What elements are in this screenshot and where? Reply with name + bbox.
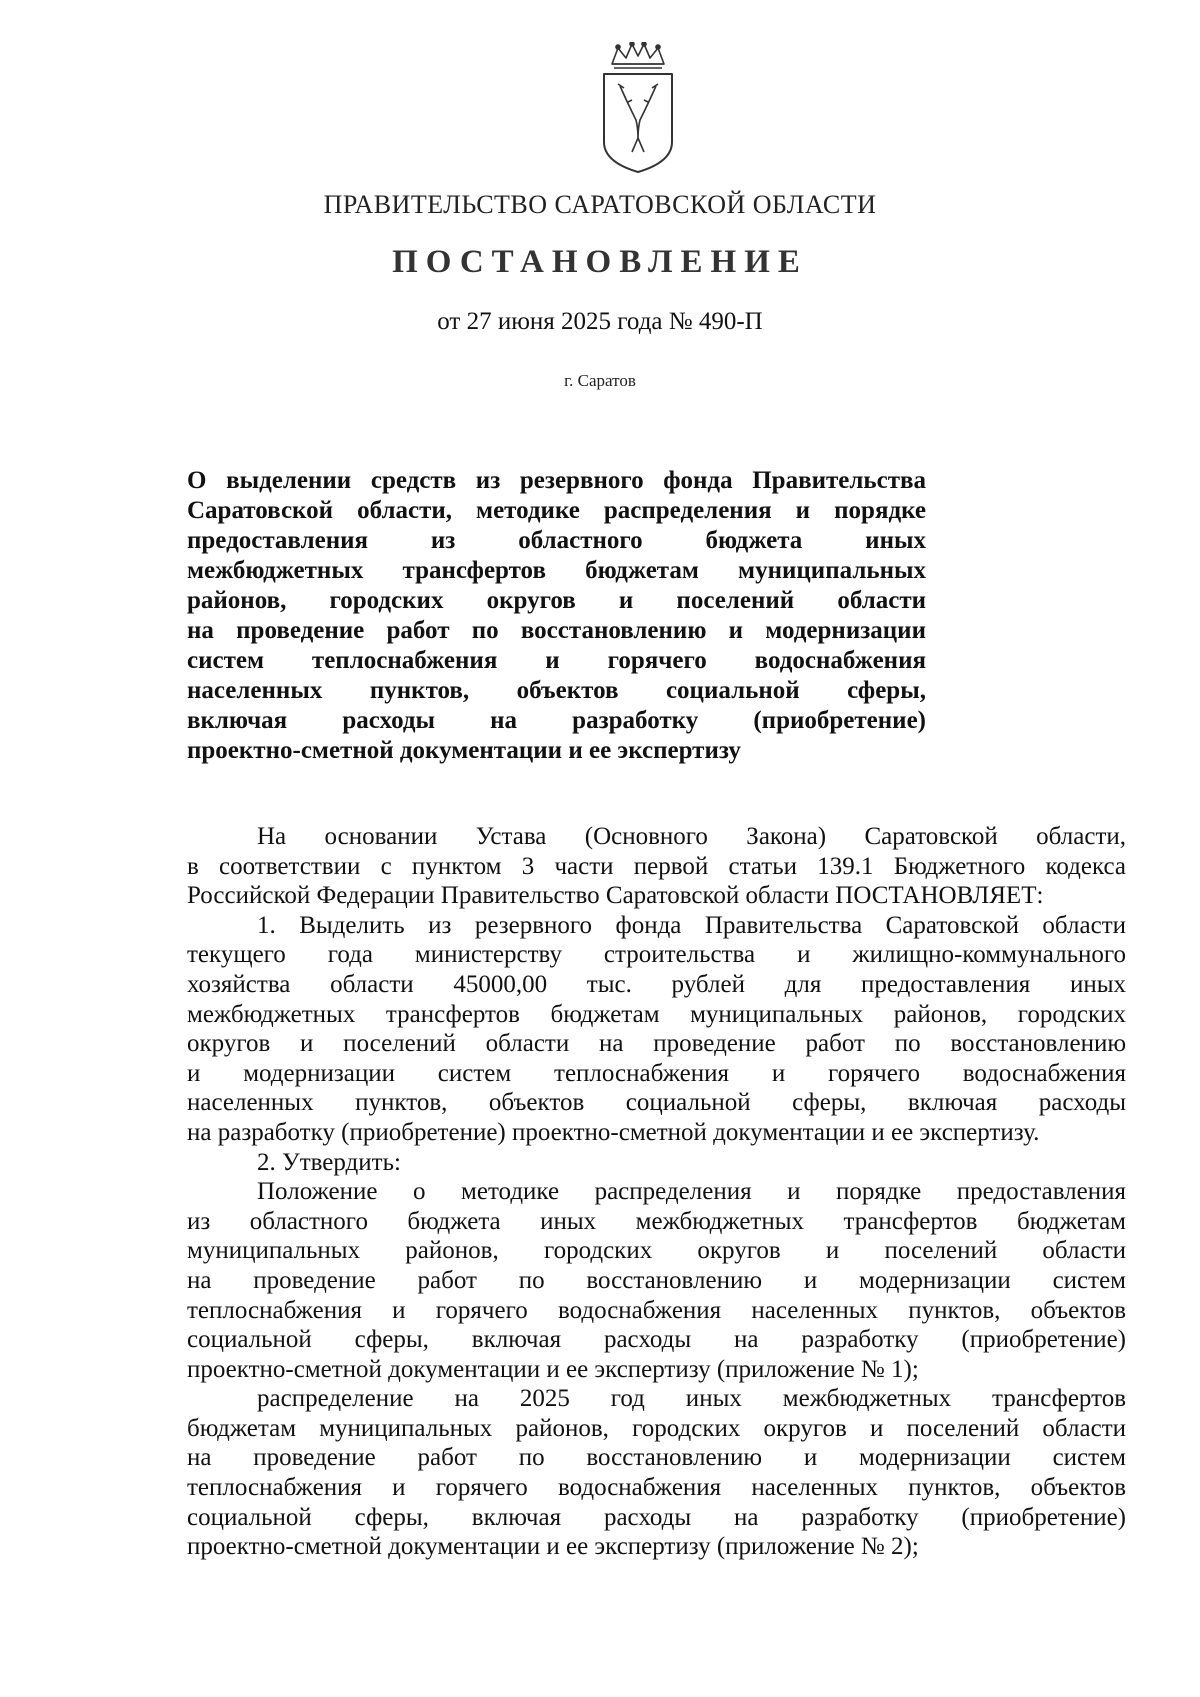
body-line: на проведение работ по восстановлению и модернизации систем: [187, 1444, 1126, 1472]
body-line: в соответствии с пунктом 3 части первой статьи 139.1 Бюджетного кодекса: [187, 852, 1126, 880]
subject-line: О выделении средств из резервного фонда Правительства: [187, 467, 926, 494]
body-line: теплоснабжения и горячего водоснабжения населенных пунктов, объектов: [187, 1474, 1126, 1502]
subject-line: на проведение работ по восстановлению и модернизации: [187, 617, 926, 644]
subject-line: межбюджетных трансфертов бюджетам муниципальных: [187, 557, 926, 584]
body-line: проектно-сметной документации и ее экспертизу (приложение № 1);: [187, 1355, 919, 1383]
body-line: текущего года министерству строительства и жилищно-коммунального: [187, 941, 1126, 969]
body-line: хозяйства области 45000,00 тыс. рублей для предоставления иных: [187, 970, 1126, 998]
document-type: ПОСТАНОВЛЕНИЕ: [392, 244, 808, 280]
body-line: социальной сферы, включая расходы на разработку (приобретение): [187, 1503, 1126, 1531]
body-line: Российской Федерации Правительство Саратовской области ПОСТАНОВЛЯЕТ:: [187, 882, 1044, 910]
body-line: проектно-сметной документации и ее экспертизу (приложение № 2);: [187, 1533, 919, 1561]
body-line: из областного бюджета иных межбюджетных трансфертов бюджетам: [187, 1207, 1126, 1235]
subject-line: включая расходы на разработку (приобретение): [187, 707, 926, 734]
body-line: межбюджетных трансфертов бюджетам муниципальных районов, городских: [187, 1000, 1126, 1028]
body-line: 2. Утвердить:: [257, 1148, 401, 1176]
saratov-coat-of-arms-icon: [598, 42, 678, 174]
body-line: На основании Устава (Основного Закона) Саратовской области,: [257, 823, 1126, 850]
subject-line: предоставления из областного бюджета иных: [187, 527, 926, 554]
subject-line: проектно-сметной документации и ее экспертизу: [187, 737, 741, 764]
subject-line: районов, городских округов и поселений области: [187, 587, 926, 614]
body-line: на проведение работ по восстановлению и модернизации систем: [187, 1266, 1126, 1294]
subject-line: систем теплоснабжения и горячего водоснабжения: [187, 647, 926, 674]
document-city: г. Саратов: [564, 371, 636, 390]
body-line: и модернизации систем теплоснабжения и горячего водоснабжения: [187, 1059, 1126, 1087]
document-body: [187, 822, 1126, 1562]
body-line: муниципальных районов, городских округов и поселений области: [187, 1237, 1126, 1265]
subject-line: Саратовской области, методике распределения и порядке: [187, 497, 926, 524]
body-line: социальной сферы, включая расходы на разработку (приобретение): [187, 1326, 1126, 1354]
document-subject: [187, 466, 926, 766]
government-name: ПРАВИТЕЛЬСТВО САРАТОВСКОЙ ОБЛАСТИ: [323, 190, 877, 219]
body-line: бюджетам муниципальных районов, городских округов и поселений области: [187, 1414, 1126, 1442]
body-line: населенных пунктов, объектов социальной сферы, включая расходы: [187, 1089, 1126, 1117]
subject-line: населенных пунктов, объектов социальной сферы,: [187, 677, 926, 704]
body-line: распределение на 2025 год иных межбюджетных трансфертов: [257, 1385, 1126, 1413]
body-line: на разработку (приобретение) проектно-сметной документации и ее экспертизу.: [187, 1118, 1040, 1146]
body-line: округов и поселений области на проведение работ по восстановлению: [187, 1030, 1126, 1058]
document-date-number: от 27 июня 2025 года № 490-П: [437, 308, 763, 335]
body-line: 1. Выделить из резервного фонда Правительства Саратовской области: [257, 911, 1126, 939]
body-line: теплоснабжения и горячего водоснабжения населенных пунктов, объектов: [187, 1296, 1126, 1324]
body-line: Положение о методике распределения и порядке предоставления: [257, 1178, 1126, 1206]
